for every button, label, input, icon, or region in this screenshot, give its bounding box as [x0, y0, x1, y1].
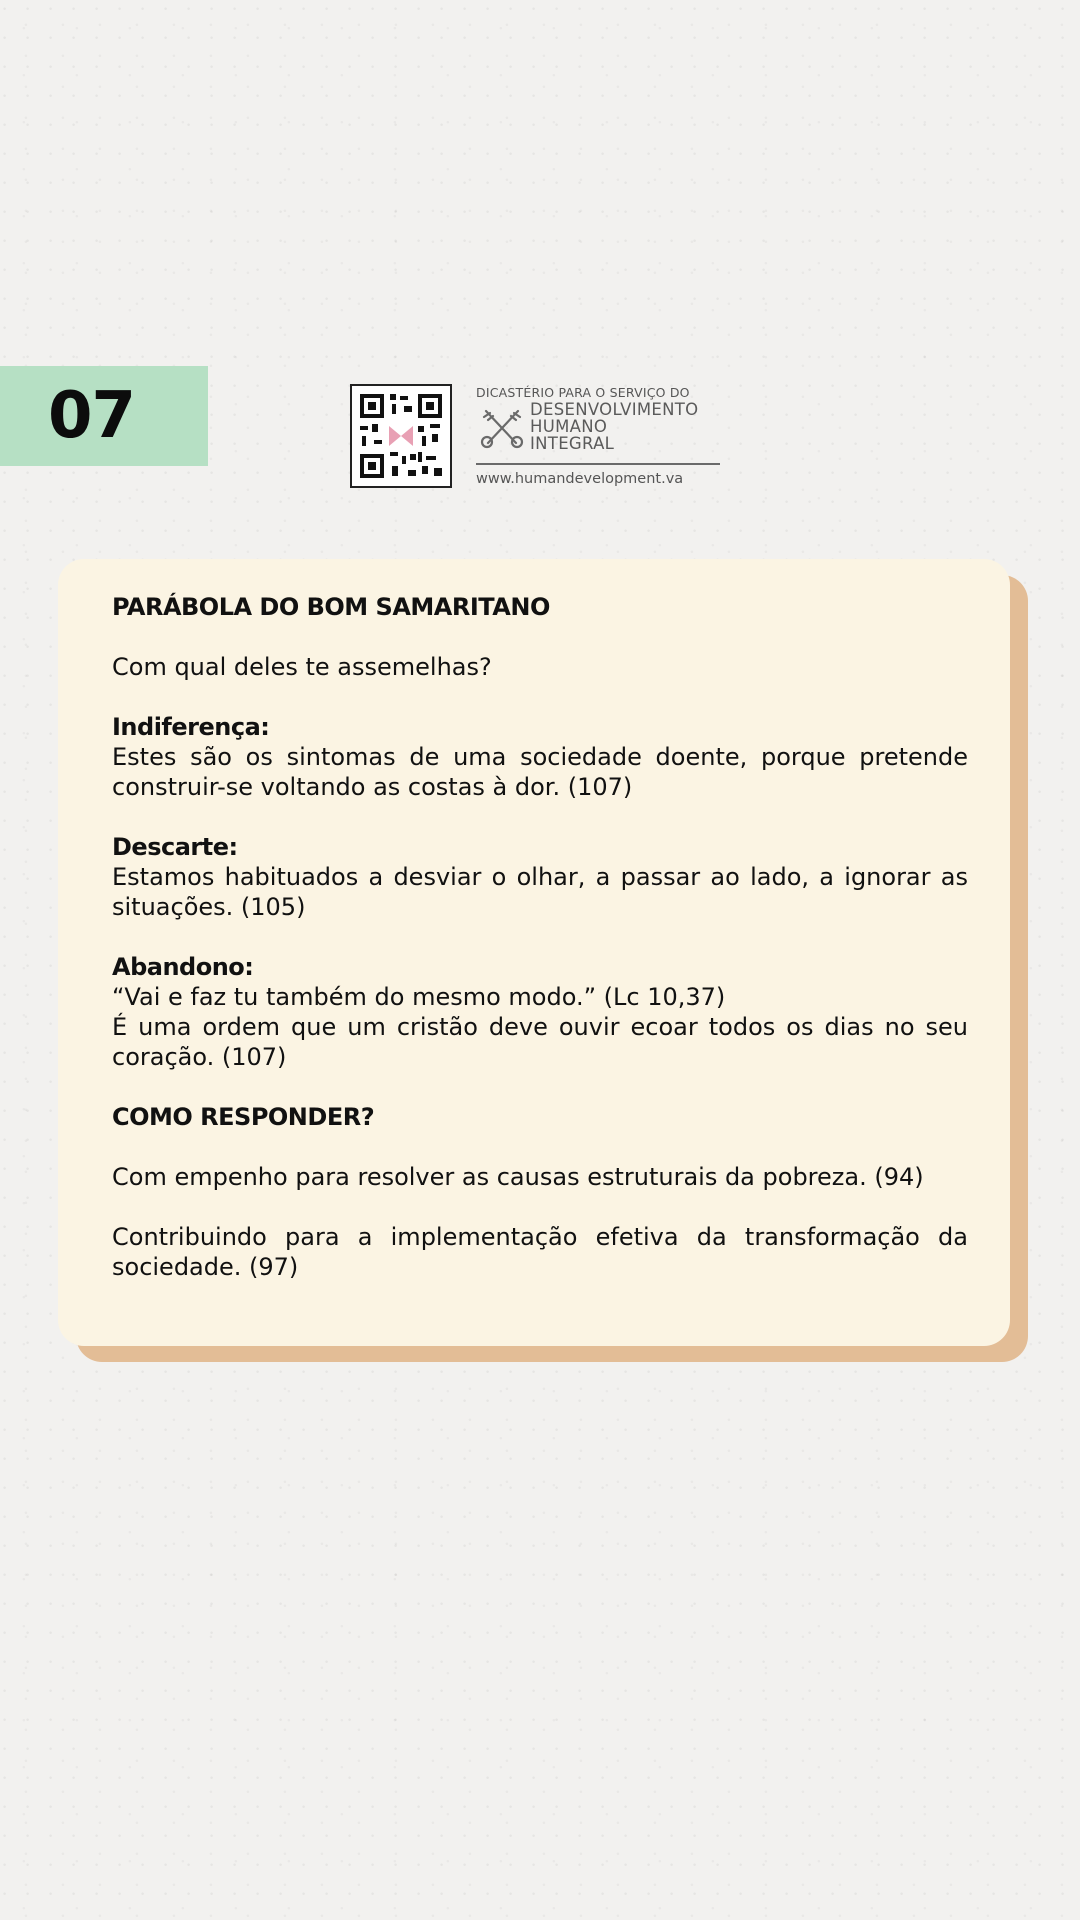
dicastery-logo [476, 383, 720, 493]
page-number: 07 [48, 379, 136, 453]
respond-heading: COMO RESPONDER? [112, 1103, 375, 1131]
abandono-quote: “Vai e faz tu também do mesmo modo.” (Lc 10,37) [112, 983, 726, 1011]
qr-code-icon [350, 384, 452, 488]
descarte-heading: Descarte: [112, 833, 238, 861]
website-url: www.humandevelopment.va [476, 471, 684, 487]
indiferenca-text: Estes são os sintomas de uma sociedade doente, porque pretende construir-se voltando as costas à dor. (107) [112, 743, 968, 801]
descarte-text: Estamos habituados a desviar o olhar, a passar ao lado, a ignorar as situações. (105) [112, 863, 968, 921]
card-content [112, 592, 968, 1282]
card-title: PARÁBOLA DO BOM SAMARITANO [112, 593, 550, 621]
abandono-text: É uma ordem que um cristão deve ouvir ecoar todos os dias no seu coração. (107) [112, 1013, 968, 1071]
respond-item-2: Contribuindo para a implementação efetiva da transformação da sociedade. (97) [112, 1223, 968, 1281]
dicastery-name-line-3: INTEGRAL [530, 434, 615, 453]
indiferenca-heading: Indiferença: [112, 713, 270, 741]
crossed-keys-icon [478, 403, 526, 451]
dicastery-name-line-1: DESENVOLVIMENTO [530, 400, 699, 419]
page-number-tab [0, 366, 208, 466]
dicastery-header [350, 383, 720, 493]
question: Com qual deles te assemelhas? [112, 653, 492, 681]
dicastery-name [530, 401, 698, 452]
abandono-heading: Abandono: [112, 953, 254, 981]
respond-item-1: Com empenho para resolver as causas estruturais da pobreza. (94) [112, 1163, 924, 1191]
divider [476, 463, 720, 465]
dicastery-name-line-2: HUMANO [530, 417, 608, 436]
dicastery-preline: DICASTÉRIO PARA O SERVIÇO DO [476, 385, 690, 400]
